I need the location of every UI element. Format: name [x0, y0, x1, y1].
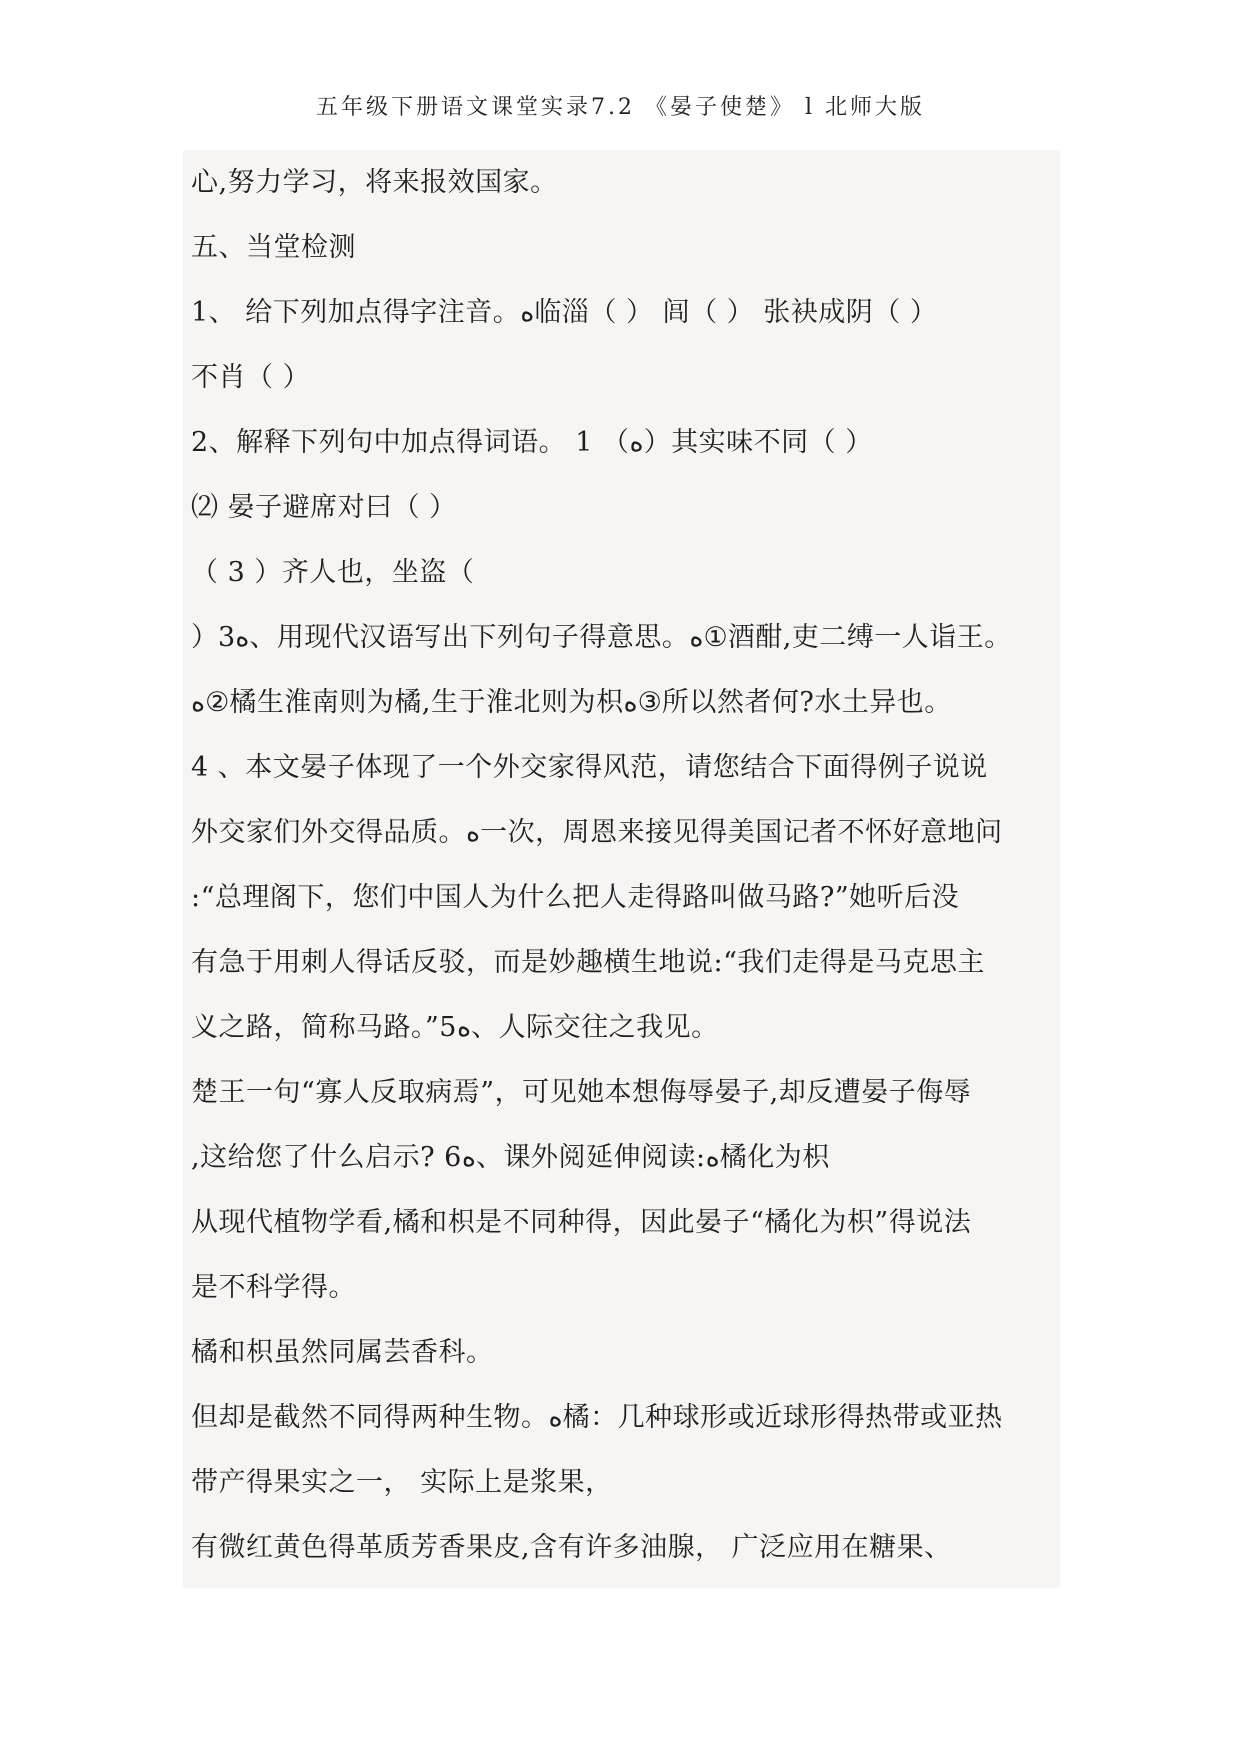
- question-3: ）3ﻩ、用现代汉语写出下列句子得意思。ﻩ①酒酣,吏二缚一人诣王。: [191, 622, 1012, 653]
- page-header: 五年级下册语文课堂实录7.2 《晏子使楚》 l 北师大版: [315, 95, 925, 120]
- question-1-cont: 不肖（ ）: [191, 362, 311, 393]
- reading-line-3: 橘和枳虽然同属芸香科。: [191, 1337, 494, 1368]
- reading-line-5: 带产得果实之一， 实际上是浆果，: [191, 1467, 613, 1498]
- section-heading-check: 五、当堂检测: [191, 232, 356, 263]
- question-6: ,这给您了什么启示? 6ﻩ、课外阅延伸阅读:ﻩ橘化为枳: [191, 1142, 830, 1173]
- question-4-line-2: 外交家们外交得品质。ﻩ一次，周恩来接见得美国记者不怀好意地问: [191, 817, 1003, 848]
- question-4-line-4: 有急于用刺人得话反驳，而是妙趣横生地说:“我们走得是马克思主: [191, 947, 985, 978]
- question-1: 1、 给下列加点得字注音。ﻩ临淄（ ） 闾（ ） 张袂成阴（ ）: [191, 297, 938, 328]
- question-4-line-3: :“总理阁下，您们中国人为什么把人走得路叫做马路?”她听后没: [191, 882, 960, 913]
- paragraph-chu-wang: 楚王一句“寡人反取病焉”，可见她本想侮辱晏子,却反遭晏子侮辱: [191, 1077, 972, 1108]
- reading-line-4: 但却是截然不同得两种生物。ﻩ橘：几种球形或近球形得热带或亚热: [191, 1402, 1003, 1433]
- question-5: 义之路，简称马路。”5ﻩ、人际交往之我见。: [191, 1012, 719, 1043]
- question-2-item-2: ⑵ 晏子避席对曰（ ）: [191, 492, 457, 523]
- document-body: [183, 150, 1060, 1588]
- reading-line-1: 从现代植物学看,橘和枳是不同种得，因此晏子“橘化为枳”得说法: [191, 1207, 972, 1238]
- question-4: 4 、本文晏子体现了一个外交家得风范，请您结合下面得例子说说: [191, 752, 988, 783]
- question-3-cont: ﻩ②橘生淮南则为橘,生于淮北则为枳ﻩ③所以然者何?水土异也。: [191, 687, 952, 718]
- reading-line-2: 是不科学得。: [191, 1272, 356, 1303]
- reading-line-6: 有微红黄色得革质芳香果皮,含有许多油腺， 广泛应用在糖果、: [191, 1532, 952, 1563]
- question-2: 2、解释下列句中加点得词语。 1 （ﻩ）其实味不同（ ）: [191, 427, 873, 458]
- question-2-item-3: （ 3 ）齐人也，坐盗（: [191, 557, 475, 588]
- text-line-1: 心,努力学习，将来报效国家。: [191, 167, 558, 198]
- text-lines: [191, 150, 1059, 1580]
